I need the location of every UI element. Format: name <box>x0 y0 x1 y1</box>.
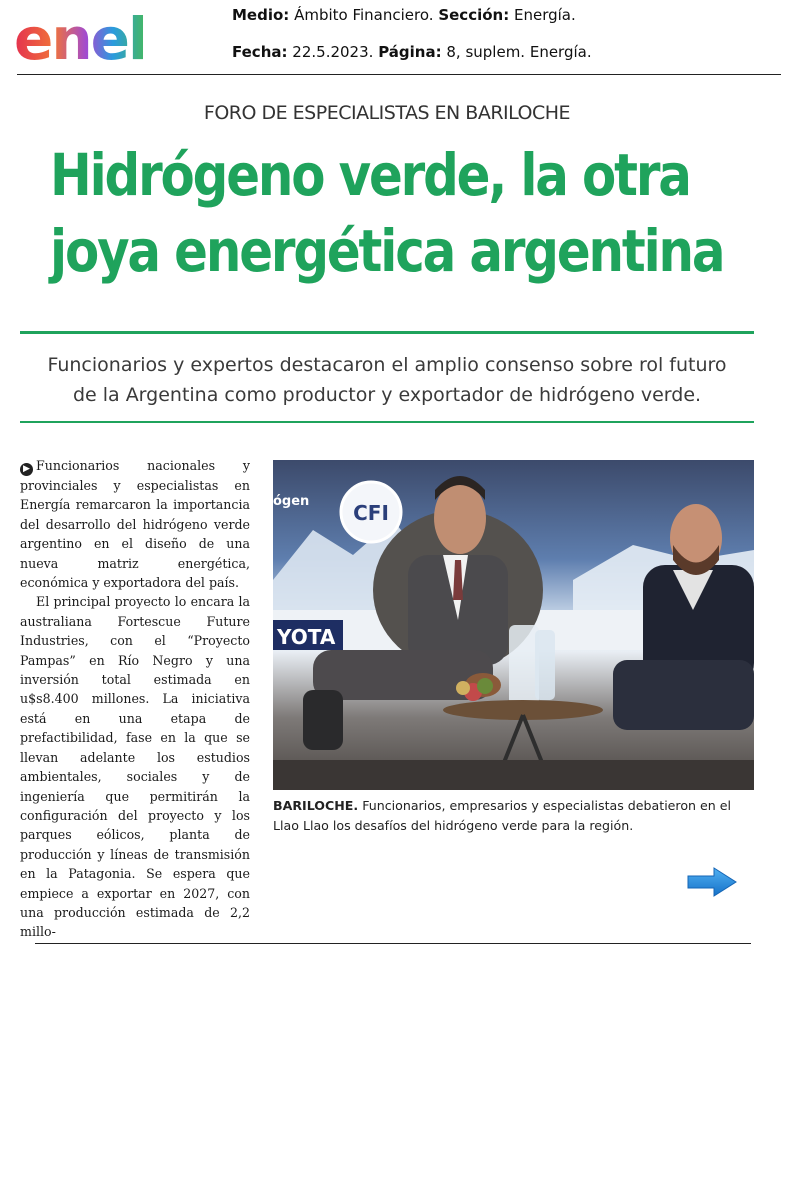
article-photo <box>273 460 754 790</box>
seccion-label: Sección: <box>438 6 510 24</box>
caption-label: BARILOCHE. <box>273 798 359 813</box>
article-kicker: FORO DE ESPECIALISTAS EN BARILOCHE <box>203 102 571 124</box>
enel-logo <box>14 5 184 73</box>
caption-text: Funcionarios, empresarios y especialistas debatieron en el Llao Llao los desafíos del hidrógeno verde para la región. <box>273 798 732 833</box>
photo-caption <box>273 796 754 836</box>
footer-divider <box>35 943 751 944</box>
photo-sign-cfi: CFI <box>353 501 389 525</box>
meta-medio-line <box>232 6 576 24</box>
subtitle-line-2: de la Argentina como productor y exportador de hidrógeno verde. <box>72 384 702 406</box>
logo-text: enel <box>14 5 146 73</box>
article-subtitle <box>20 350 754 410</box>
meta-fecha-line <box>232 43 592 61</box>
pagina-value: 8, suplem. Energía. <box>446 43 592 61</box>
paragraph-2: El principal proyecto lo encara la australiana Fortescue Future Industries, con el “Proyecto Pampas” en Río Negro y una inversión total estimada en u$s8.400 millones. La iniciativa está en una etapa de prefactibilidad, fase en la que se llevan adelante los estudios ambientales, sociales y de ingeniería que permitirán la configuración del proyecto y los parques eólicos, planta de producción y líneas de transmisión en la Patagonia. Se espera que empiece a exportar en 2027, con una producción estimada de 2,2 millo- <box>20 594 250 940</box>
article-headline <box>50 137 724 289</box>
subtitle-top-rule <box>20 331 754 334</box>
photo-banner-top: ógen <box>273 494 310 509</box>
seccion-value: Energía. <box>514 6 576 24</box>
medio-label: Medio: <box>232 6 290 24</box>
article-body <box>20 456 250 942</box>
subtitle-line-1: Funcionarios y expertos destacaron el amplio consenso sobre rol futuro <box>47 354 727 376</box>
pagina-label: Página: <box>378 43 442 61</box>
medio-value: Ámbito Financiero. <box>294 6 434 24</box>
fecha-label: Fecha: <box>232 43 288 61</box>
fecha-value: 22.5.2023. <box>292 43 374 61</box>
headline-line-2: joya energética argentina <box>50 217 724 285</box>
play-circle-icon: ▶ <box>20 463 33 476</box>
arrow-right-icon[interactable] <box>686 866 738 898</box>
photo-banner-text: YOTA <box>277 625 336 649</box>
subtitle-bottom-rule <box>20 421 754 423</box>
headline-line-1: Hidrógeno verde, la otra <box>50 141 690 209</box>
paragraph-1-text: Funcionarios nacionales y provinciales y especialistas en Energía remarcaron la importancia del desarrollo del hidrógeno verde argentino en el diseño de una nueva matriz energética, económica y exportadora del país. <box>20 458 250 591</box>
header-divider <box>17 74 781 75</box>
paragraph-1 <box>20 456 250 592</box>
